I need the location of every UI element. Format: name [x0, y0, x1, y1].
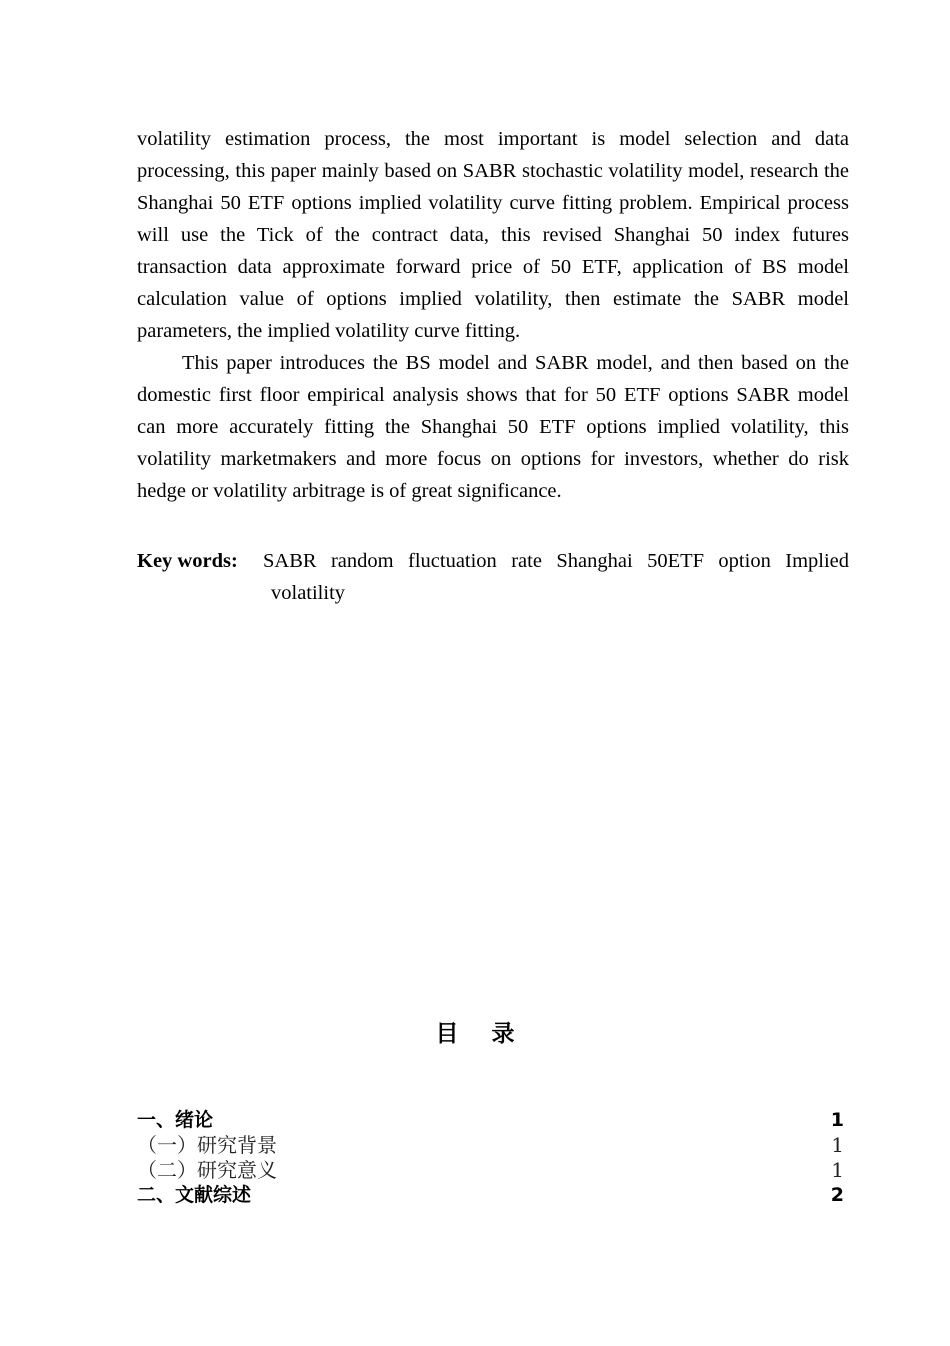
toc-entry-page: 1	[830, 1109, 844, 1131]
toc-entry-label: （二）研究意义	[137, 1158, 277, 1182]
keywords-text	[263, 545, 849, 609]
abstract-paragraph-2: This paper introduces the BS model and SABR model, and then based on the domestic first floor empirical analysis shows that for 50 ETF options SABR model can more accurately fitting the Shanghai 50 ETF options implied volatility, this volatility marketmakers and more focus on options for investors, whether do risk hedge or volatility arbitrage is of great significance.	[137, 352, 849, 502]
keywords-label: Key words:	[137, 550, 238, 572]
toc-entry-page: 2	[830, 1184, 844, 1206]
toc-entry[interactable]	[137, 1133, 844, 1158]
keywords-line-2: volatility	[271, 582, 346, 604]
toc-title: 目录	[435, 1021, 548, 1047]
toc-entry-page: 1	[831, 1133, 844, 1157]
toc-entry-label: （一）研究背景	[137, 1133, 277, 1157]
keywords-line-1: SABR random fluctuation rate Shanghai 50ETF option Implied	[263, 550, 849, 572]
toc-entry-label: 一、绪论	[137, 1109, 214, 1131]
toc-entry[interactable]	[137, 1108, 844, 1133]
table-of-contents	[137, 1108, 844, 1208]
abstract-paragraph-1: volatility estimation process, the most important is model selection and data processing, this paper mainly based on SABR stochastic volatility model, research the Shanghai 50 ETF options implied volatility curve fitting problem. Empirical process will use the Tick of the contract data, this revised Shanghai 50 index futures transaction data approximate forward price of 50 ETF, application of BS model calculation value of options implied volatility, then estimate the SABR model parameters, the implied volatility curve fitting.	[137, 128, 849, 342]
toc-entry-page: 1	[831, 1158, 844, 1182]
toc-entry[interactable]	[137, 1183, 844, 1208]
toc-entry[interactable]	[137, 1158, 844, 1183]
toc-entry-label: 二、文献综述	[137, 1184, 252, 1206]
